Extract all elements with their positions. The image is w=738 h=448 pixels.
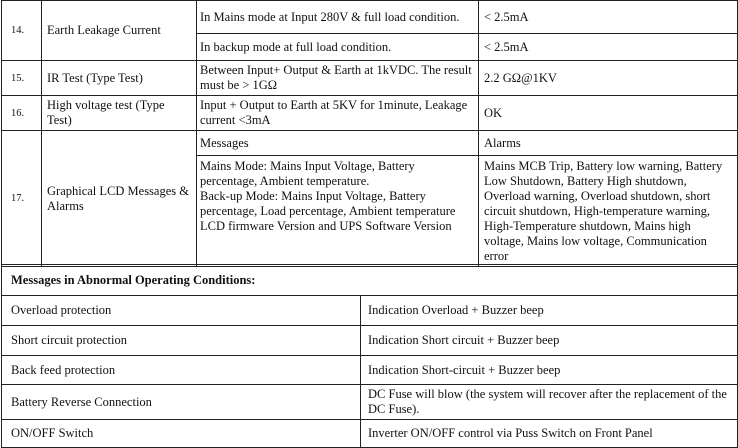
alarms-header: Alarms	[479, 131, 738, 156]
condition-cell: In backup mode at full load condition.	[197, 34, 479, 61]
condition-cell: Input + Output to Earth at 5KV for 1minute, Leakage current <3mA	[197, 96, 479, 131]
condition-cell: ON/OFF Switch	[2, 420, 361, 448]
spec-table	[1, 0, 738, 267]
parameter-cell: High voltage test (Type Test)	[42, 96, 197, 131]
table-row	[2, 420, 738, 448]
row-number: 14.	[2, 1, 42, 61]
table-row	[2, 96, 738, 131]
indication-cell: Indication Overload + Buzzer beep	[361, 296, 738, 326]
section-heading: Messages in Abnormal Operating Conditions:	[2, 265, 738, 296]
table-row	[2, 356, 738, 385]
parameter-cell: Earth Leakage Current	[42, 1, 197, 61]
condition-cell: Short circuit protection	[2, 326, 361, 356]
alarms-cell: Mains MCB Trip, Battery low warning, Battery Low Shutdown, Battery High shutdown, Overload warning, Overload shutdown, short circuit shutdown, High-temperature warning, High-Temperature shutdown, Mains high voltage, Mains low voltage, Communication error	[479, 156, 738, 267]
condition-cell: Between Input+ Output & Earth at 1kVDC. The result must be > 1GΩ	[197, 61, 479, 96]
row-number: 15.	[2, 61, 42, 96]
value-cell: < 2.5mA	[479, 34, 738, 61]
indication-cell: Inverter ON/OFF control via Puss Switch on Front Panel	[361, 420, 738, 448]
indication-cell: DC Fuse will blow (the system will recover after the replacement of the DC Fuse).	[361, 385, 738, 420]
value-cell: OK	[479, 96, 738, 131]
value-cell: < 2.5mA	[479, 1, 738, 34]
row-number: 16.	[2, 96, 42, 131]
table-row	[2, 1, 738, 34]
condition-cell: Battery Reverse Connection	[2, 385, 361, 420]
table-row	[2, 296, 738, 326]
condition-cell: Back feed protection	[2, 356, 361, 385]
table-row	[2, 61, 738, 96]
indication-cell: Indication Short-circuit + Buzzer beep	[361, 356, 738, 385]
messages-cell: Mains Mode: Mains Input Voltage, Battery percentage, Ambient temperature. Back-up Mode: Mains Input Voltage, Battery percentage, Load percentage, Ambient temperature LCD firmware Version and UPS Software Version	[197, 156, 479, 267]
table-row	[2, 131, 738, 156]
value-cell: 2.2 GΩ@1KV	[479, 61, 738, 96]
parameter-cell: Graphical LCD Messages & Alarms	[42, 131, 197, 267]
messages-header: Messages	[197, 131, 479, 156]
abnormal-conditions-table	[1, 264, 738, 448]
parameter-cell: IR Test (Type Test)	[42, 61, 197, 96]
row-number: 17.	[2, 131, 42, 267]
condition-cell: In Mains mode at Input 280V & full load condition.	[197, 1, 479, 34]
indication-cell: Indication Short circuit + Buzzer beep	[361, 326, 738, 356]
section-heading-row	[2, 265, 738, 296]
condition-cell: Overload protection	[2, 296, 361, 326]
table-row	[2, 385, 738, 420]
table-row	[2, 326, 738, 356]
